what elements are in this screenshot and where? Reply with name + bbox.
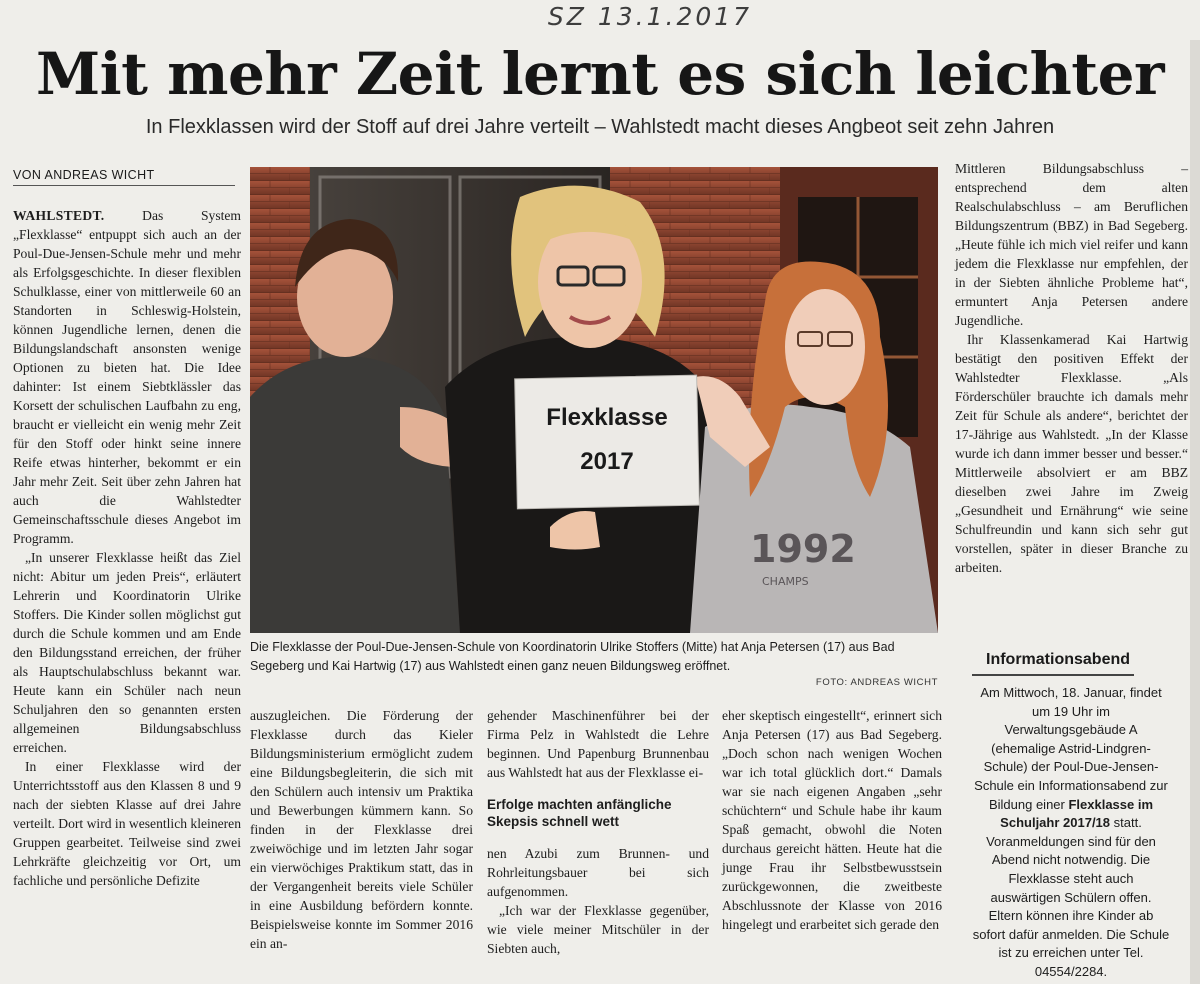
byline: VON ANDREAS WICHT xyxy=(13,168,235,186)
headline: Mit mehr Zeit lernt es sich leichter xyxy=(35,40,1165,108)
article-paragraph: nen Azubi zum Brunnen- und Rohrleitungsbauer bei sich aufgenommen. xyxy=(487,846,709,899)
article-paragraph: „Ich war der Flexklasse gegenüber, wie viele meiner Mitschüler in der Siebten auch, xyxy=(487,903,709,956)
article-column-3 xyxy=(487,706,709,958)
article-column-5 xyxy=(955,159,1188,577)
shirt-print: 1992 xyxy=(750,527,856,571)
photo-illustration xyxy=(250,167,938,633)
flexklasse-sign xyxy=(515,375,700,509)
paragraph-text: Das System „Flexklasse“ entpuppt sich auch an der Poul-Due-Jensen-Schule mehr und mehr als Erfolgsgeschichte. In dieser flexiblen Schulklasse, einer von mittlerweile 60 an Standorten in Schleswig-Holstein, können Jugendliche lernen, denen die Bildungslandschaft ansonsten wenige Optionen zu bieten hat. Die Idee dahinter: Ist einem Siebtklässler das Korsett der schulischen Laufbahn zu eng, braucht er vielleicht ein wenig mehr Zeit für den Stoff oder hinkt seine innere Reife etwas hinterher, bekommt er ein Jahr mehr Zeit. Seit über zehn Jahren hat auch die Wahlstedter Gemeinschaftsschule dieses Angebot im Programm. xyxy=(13,208,241,546)
shirt-print-small: CHAMPS xyxy=(762,575,809,588)
photo-credit: FOTO: ANDREAS WICHT xyxy=(815,677,938,688)
sign-text-line1: Flexklasse xyxy=(546,404,668,431)
article-paragraph: eher skeptisch eingestellt“, erinnert sich Anja Petersen (17) aus Bad Segeberg. „Doch schon nach wenigen Wochen war ich total glücklich dort.“ Damals war sie nach eigenen Angaben „sehr schüchtern“ und Schule habe ihr kaum Spaß gemacht, obwohl die Noten durchaus gereicht hätten. Heute hat die junge Frau ihr Selbstbewusstsein zurückgewonnen, die zweitbeste Abschlussnote der Klasse von 2016 hingelegt und erarbeitet sich gerade den xyxy=(722,708,942,932)
sign-text-line2: 2017 xyxy=(580,448,634,475)
article-paragraph: „In unserer Flexklasse heißt das Ziel nicht: Abitur um jeden Preis“, erläutert Lehrerin und Koordinatorin Ulrike Stoffers. Die Kinder sollen möglichst gut durch die Schule kommen und am Ende den Bildungsstand erreichen, der früher als Hauptschulabschluss bekannt war. Heute kann ein Schüler nach neun Schuljahren den so genannten ersten allgemeinen Bildungsabschluss erreichen. xyxy=(13,550,241,755)
info-box-title: Informationsabend xyxy=(972,648,1134,676)
article-paragraph xyxy=(13,206,241,548)
info-text-bold: Flexklasse im Schuljahr 2017/18 xyxy=(1000,796,1154,831)
article-subhead: Erfolge machten anfängliche Skepsis schnell wett xyxy=(487,797,672,829)
handwritten-date-note: SZ 13.1.2017 xyxy=(547,2,753,31)
article-paragraph: auszugleichen. Die Förderung der Flexklasse durch das Kieler Bildungsministerium ermöglicht zudem eine Bildungsbegleiterin, die sich mit den Schülern auch intensiv um Praktika und Bewerbungen kümmern kann. So finden in der Flexklasse drei zweiwöchige und im letzten Jahr sogar ein vierwöchiges Praktikum statt, das in der Vergangenheit bereits viele Schüler in eine Ausbildung befördern konnte. Beispielsweise konnte im Sommer 2016 ein an- xyxy=(250,708,473,951)
article-paragraph: Ihr Klassenkamerad Kai Hartwig bestätigt den positiven Effekt der Wahlstedter Flexklasse. „Als Förderschüler brauchte ich damals mehr Zeit für Schule als andere“, berichtet der 17-Jährige aus Wahlstedt. „In der Klasse wurde ich dann immer besser und besser.“ Mittlerweile absolviert er am BBZ dieselben zwei Jahre im Zweig „Gesundheit und Ernährung“ wie seine Schulfreundin und kann sich sehr gut vorstellen, später in dieser Branche zu arbeiten. xyxy=(955,332,1188,575)
article-column-2 xyxy=(250,706,473,953)
article-column-1 xyxy=(13,206,241,890)
info-box xyxy=(972,648,1170,982)
page-edge-shadow xyxy=(1190,40,1200,984)
article-photo xyxy=(250,167,938,633)
info-text-part: Am Mittwoch, 18. Januar, findet um 19 Uhr im Verwaltungsgebäude A (ehemalige Astrid-Lindgren-Schule) der Poul-Due-Jensen-Schule ein Informationsabend zur Bildung einer xyxy=(974,685,1168,812)
info-text-part: statt. Voranmeldungen sind für den Abend nicht notwendig. Die Flexklasse steht auch auswärtigen Schülern offen. Eltern können ihre Kinder ab sofort dafür anmelden. Die Schule ist zu erreichen unter Tel. 04554/2284. xyxy=(972,815,1170,979)
subheadline: In Flexklassen wird der Stoff auf drei Jahre verteilt – Wahlstedt macht dieses Angbeot seit zehn Jahren xyxy=(145,116,1055,138)
article-column-4 xyxy=(722,706,942,934)
info-box-text xyxy=(972,684,1170,982)
article-paragraph: In einer Flexklasse wird der Unterrichtsstoff aus den Klassen 8 und 9 nach der siebten Klasse auf drei Jahre verteilt. Dort wird in wesentlich kleineren Gruppen gearbeitet. Teilweise sind zwei Lehrkräfte gleichzeitig vor Ort, um fachliche und persönliche Defizite xyxy=(13,759,242,888)
dateline: WAHLSTEDT. xyxy=(13,208,105,223)
article-paragraph: Mittleren Bildungsabschluss – entsprechend dem alten Realschulabschluss – am Beruflichen Bildungszentrum (BBZ) in Bad Segeberg. „Heute fühle ich mich viel reifer und kann jedem die Flexklasse nur empfehlen, der in der Siebten ähnliche Probleme hat“, ermuntert Anja Petersen andere Jugendliche. xyxy=(955,161,1188,328)
photo-caption: Die Flexklasse der Poul-Due-Jensen-Schule von Koordinatorin Ulrike Stoffers (Mitte) hat Anja Petersen (17) aus Bad Segeberg und Kai Hartwig (17) aus Wahlstedt einen ganz neuen Bildungsweg eröffnet. xyxy=(250,640,895,673)
article-paragraph: gehender Maschinenführer bei der Firma Pelz in Wahlstedt die Lehre beginnen. Und Papenburg Brunnenbau aus Wahlstedt hat aus der Flexklasse ei- xyxy=(487,708,709,780)
